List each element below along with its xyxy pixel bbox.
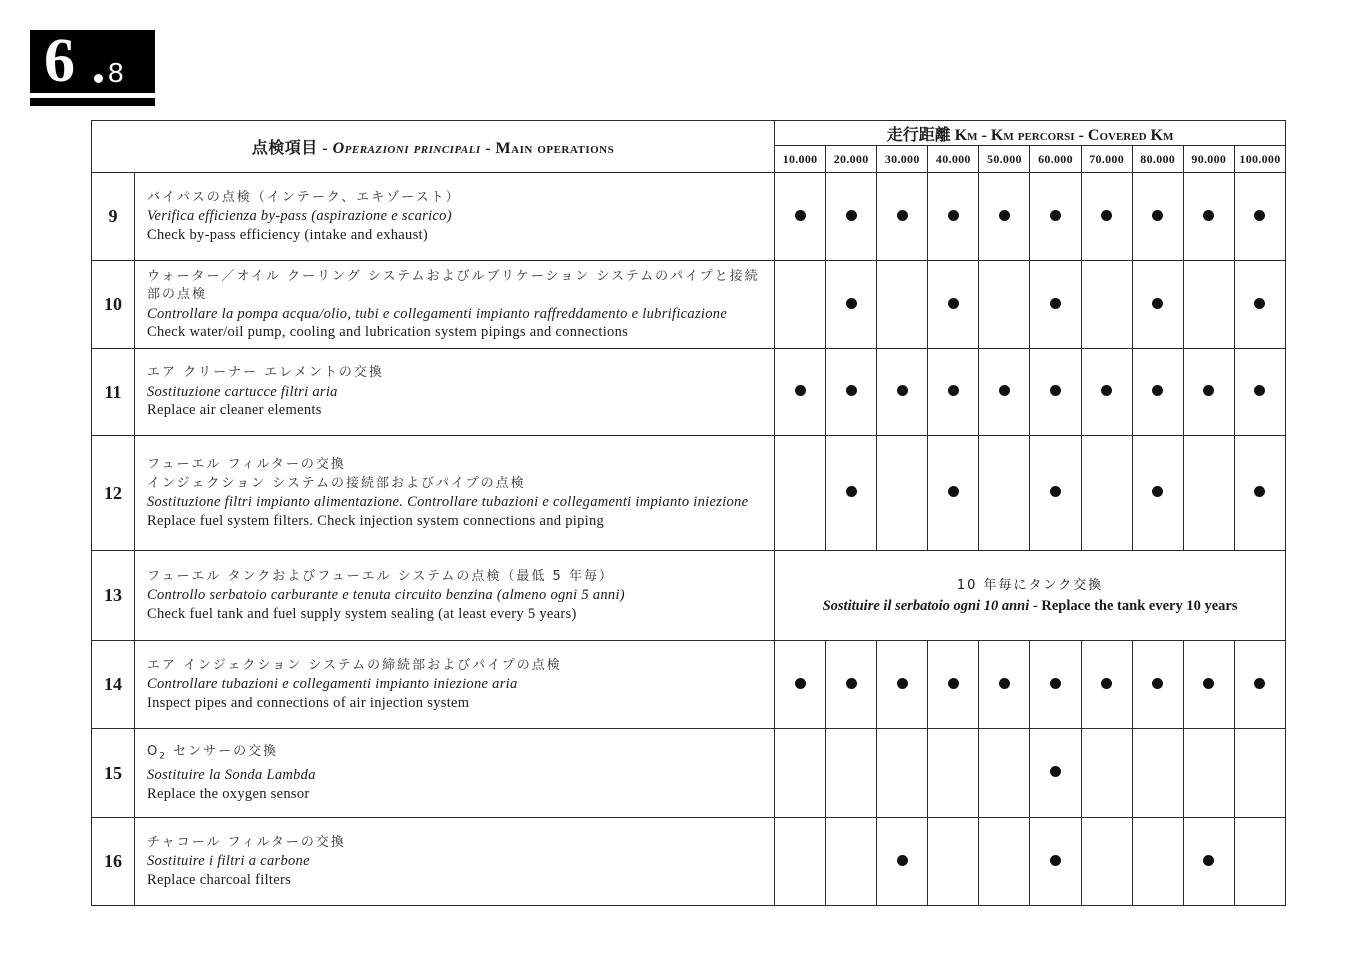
scheduled-dot-icon [1203, 210, 1214, 221]
schedule-cell [877, 729, 928, 818]
operation-description [135, 729, 775, 818]
operation-number: 16 [92, 818, 135, 906]
operation-desc-en: Replace charcoal filters [147, 871, 292, 888]
scheduled-dot-icon [999, 210, 1010, 221]
schedule-cell [775, 641, 826, 729]
operation-desc-jp: エア クリーナー エレメントの交換 [147, 365, 384, 381]
operation-desc-it: Controllare la pompa acqua/olio, tubi e collegamenti impianto raffreddamento e lubrificazione [147, 305, 728, 322]
schedule-cell [826, 349, 877, 436]
schedule-cell [877, 349, 928, 436]
schedule-cell [928, 818, 979, 906]
schedule-cell [1234, 818, 1285, 906]
schedule-cell [877, 173, 928, 261]
section-major-number: 6 [44, 27, 75, 95]
schedule-cell [877, 641, 928, 729]
scheduled-dot-icon [948, 298, 959, 309]
operation-description [135, 436, 775, 551]
km-column-header: 50.000 [979, 146, 1030, 173]
scheduled-dot-icon [1050, 486, 1061, 497]
km-column-header: 80.000 [1132, 146, 1183, 173]
schedule-cell [1183, 349, 1234, 436]
scheduled-dot-icon [1152, 486, 1163, 497]
operation-desc-it: Sostituire i filtri a carbone [147, 853, 310, 870]
operation-description [135, 349, 775, 436]
schedule-cell [775, 729, 826, 818]
schedule-cell [826, 261, 877, 349]
schedule-cell [979, 436, 1030, 551]
scheduled-dot-icon [897, 855, 908, 866]
schedule-cell [928, 436, 979, 551]
operation-description [135, 641, 775, 729]
header-km-en: Covered Km [1087, 126, 1174, 144]
schedule-cell [826, 173, 877, 261]
table-row [92, 551, 1286, 641]
table-row [92, 818, 1286, 906]
operation-number: 9 [92, 173, 135, 261]
section-dot [94, 74, 103, 83]
operation-desc-en: Replace the oxygen sensor [147, 785, 310, 802]
scheduled-dot-icon [1152, 385, 1163, 396]
schedule-cell [1183, 261, 1234, 349]
schedule-cell [826, 436, 877, 551]
scheduled-dot-icon [1254, 385, 1265, 396]
table-row [92, 173, 1286, 261]
scheduled-dot-icon [846, 385, 857, 396]
operation-description [135, 261, 775, 349]
schedule-cell [1081, 349, 1132, 436]
scheduled-dot-icon [1203, 855, 1214, 866]
operation-number: 15 [92, 729, 135, 818]
scheduled-dot-icon [897, 385, 908, 396]
km-column-header: 10.000 [775, 146, 826, 173]
schedule-cell [1030, 641, 1081, 729]
schedule-cell [1183, 173, 1234, 261]
tank-note-text: Sostituire il serbatoio ogni 10 anni - Replace the tank every 10 years [822, 597, 1238, 614]
scheduled-dot-icon [1050, 298, 1061, 309]
schedule-cell [1030, 349, 1081, 436]
scheduled-dot-icon [1050, 855, 1061, 866]
schedule-cell [877, 436, 928, 551]
scheduled-dot-icon [1152, 298, 1163, 309]
schedule-cell [1030, 261, 1081, 349]
scheduled-dot-icon [897, 210, 908, 221]
schedule-cell [979, 173, 1030, 261]
operation-desc-jp: バイパスの点検（インテーク、エキゾースト） [147, 189, 461, 205]
schedule-cell [1030, 173, 1081, 261]
km-column-header: 30.000 [877, 146, 928, 173]
schedule-cell [1234, 436, 1285, 551]
schedule-cell [979, 641, 1030, 729]
schedule-cell [928, 173, 979, 261]
schedule-cell [1081, 641, 1132, 729]
schedule-cell [1081, 818, 1132, 906]
scheduled-dot-icon [795, 678, 806, 689]
operation-desc-jp: フューエル タンクおよびフューエル システムの点検（最低 5 年毎） [147, 568, 614, 584]
operation-desc-jp-2: インジェクション システムの接続部およびパイプの点検 [147, 475, 526, 491]
scheduled-dot-icon [897, 678, 908, 689]
schedule-cell [1030, 436, 1081, 551]
schedule-cell [1030, 818, 1081, 906]
schedule-cell [979, 729, 1030, 818]
operation-number: 13 [92, 551, 135, 641]
operation-number: 14 [92, 641, 135, 729]
scheduled-dot-icon [948, 486, 959, 497]
km-column-header: 60.000 [1030, 146, 1081, 173]
scheduled-dot-icon [795, 210, 806, 221]
scheduled-dot-icon [1254, 210, 1265, 221]
schedule-cell [826, 818, 877, 906]
operation-desc-en: Check by-pass efficiency (intake and exhaust) [147, 226, 428, 243]
scheduled-dot-icon [1152, 210, 1163, 221]
scheduled-dot-icon [795, 385, 806, 396]
km-column-header: 20.000 [826, 146, 877, 173]
km-column-header: 70.000 [1081, 146, 1132, 173]
operation-description [135, 551, 775, 641]
operation-desc-it: Controllo serbatoio carburante e tenuta circuito benzina (almeno ogni 5 anni) [147, 587, 625, 604]
schedule-cell [979, 818, 1030, 906]
main-operations-header: 点検項目 - Operazioni principali - Main operations [92, 121, 775, 173]
table-row [92, 729, 1286, 818]
scheduled-dot-icon [846, 298, 857, 309]
operation-desc-jp: $O_2$ センサーの交換 [147, 743, 279, 762]
schedule-cell [928, 641, 979, 729]
section-rule [30, 98, 155, 106]
schedule-cell [826, 729, 877, 818]
operation-desc-it: Verifica efficienza by-pass (aspirazione e scarico) [147, 208, 452, 225]
scheduled-dot-icon [1101, 210, 1112, 221]
schedule-cell [1183, 818, 1234, 906]
operation-desc-jp: エア インジェクション システムの締続部およびパイプの点検 [147, 657, 562, 673]
schedule-cell [877, 818, 928, 906]
operation-desc-it: Sostituzione cartucce filtri aria [147, 383, 338, 400]
operation-number: 10 [92, 261, 135, 349]
schedule-cell [1234, 261, 1285, 349]
schedule-cell [775, 349, 826, 436]
operation-desc-en: Inspect pipes and connections of air injection system [147, 694, 470, 711]
maintenance-schedule-table [91, 120, 1286, 906]
km-column-header: 90.000 [1183, 146, 1234, 173]
operation-description [135, 173, 775, 261]
scheduled-dot-icon [1101, 385, 1112, 396]
tank-note-it: Sostituire il serbatoio ogni 10 anni [822, 597, 1030, 614]
schedule-cell [1081, 261, 1132, 349]
schedule-cell [877, 261, 928, 349]
tank-note-jp: 10 年毎にタンク交換 [956, 577, 1104, 593]
operation-number: 11 [92, 349, 135, 436]
schedule-cell [1081, 436, 1132, 551]
scheduled-dot-icon [846, 678, 857, 689]
scheduled-dot-icon [948, 210, 959, 221]
covered-km-header: 走行距離 Km - Km percorsi - Covered Km [775, 121, 1286, 146]
schedule-cell [928, 349, 979, 436]
scheduled-dot-icon [846, 210, 857, 221]
header-main-it: Operazioni principali [332, 140, 481, 157]
schedule-cell [1081, 729, 1132, 818]
operation-desc-en: Replace air cleaner elements [147, 402, 322, 419]
schedule-cell [1030, 729, 1081, 818]
schedule-cell [775, 173, 826, 261]
schedule-cell [1132, 729, 1183, 818]
scheduled-dot-icon [846, 486, 857, 497]
table-row [92, 349, 1286, 436]
scheduled-dot-icon [1203, 678, 1214, 689]
tank-note-en: Replace the tank every 10 years [1041, 597, 1238, 614]
schedule-cell [928, 261, 979, 349]
schedule-cell [1132, 349, 1183, 436]
scheduled-dot-icon [948, 385, 959, 396]
schedule-cell [826, 641, 877, 729]
scheduled-dot-icon [1050, 385, 1061, 396]
scheduled-dot-icon [1152, 678, 1163, 689]
schedule-cell [775, 818, 826, 906]
schedule-cell [1234, 173, 1285, 261]
scheduled-dot-icon [1254, 298, 1265, 309]
scheduled-dot-icon [1254, 678, 1265, 689]
scheduled-dot-icon [1101, 678, 1112, 689]
schedule-cell [979, 349, 1030, 436]
schedule-cell [1183, 436, 1234, 551]
schedule-cell [1132, 261, 1183, 349]
km-column-header: 40.000 [928, 146, 979, 173]
scheduled-dot-icon [1203, 385, 1214, 396]
table-row [92, 261, 1286, 349]
schedule-cell [1234, 641, 1285, 729]
scheduled-dot-icon [1050, 210, 1061, 221]
table-row [92, 641, 1286, 729]
schedule-cell [775, 436, 826, 551]
scheduled-dot-icon [1050, 678, 1061, 689]
operation-desc-en: Replace fuel system filters. Check injection system connections and piping [147, 512, 605, 529]
operation-desc-jp: ウォーター／オイル クーリング システムおよびルブリケーション システムのパイプと接続部の点検 [147, 268, 760, 302]
schedule-cell [1081, 173, 1132, 261]
schedule-cell [1132, 173, 1183, 261]
header-km-it: Km percorsi [990, 126, 1075, 144]
operation-number: 12 [92, 436, 135, 551]
operation-desc-jp: チャコール フィルターの交換 [147, 834, 346, 850]
operation-desc-it: Controllare tubazioni e collegamenti impianto iniezione aria [147, 676, 518, 693]
header-km-jp: 走行距離 [886, 126, 951, 144]
schedule-cell [1132, 641, 1183, 729]
schedule-cell [1132, 818, 1183, 906]
operation-desc-jp: フューエル フィルターの交換 [147, 457, 346, 472]
schedule-cell [1183, 641, 1234, 729]
km-column-header: 100.000 [1234, 146, 1285, 173]
header-main-en: Main operations [495, 140, 615, 157]
table-row [92, 436, 1286, 551]
schedule-cell [979, 261, 1030, 349]
schedule-cell [1234, 349, 1285, 436]
schedule-cell [1183, 729, 1234, 818]
operation-desc-it: Sostituire la Sonda Lambda [147, 767, 316, 784]
scheduled-dot-icon [999, 385, 1010, 396]
schedule-cell [928, 729, 979, 818]
operation-desc-en: Check water/oil pump, cooling and lubrication system pipings and connections [147, 324, 629, 340]
section-minor-number: 8 [108, 57, 124, 88]
tank-replacement-note [775, 551, 1286, 641]
section-badge [30, 27, 155, 95]
scheduled-dot-icon [1254, 486, 1265, 497]
schedule-cell [1132, 436, 1183, 551]
scheduled-dot-icon [999, 678, 1010, 689]
scheduled-dot-icon [948, 678, 959, 689]
schedule-cell [775, 261, 826, 349]
header-main-jp: 点検項目 [251, 140, 318, 157]
schedule-cell [1234, 729, 1285, 818]
operation-desc-en: Check fuel tank and fuel supply system sealing (at least every 5 years) [147, 605, 577, 622]
operation-description [135, 818, 775, 906]
operation-desc-it: Sostituzione filtri impianto alimentazione. Controllare tubazioni e collegamenti impianto iniezione [147, 494, 749, 510]
scheduled-dot-icon [1050, 766, 1061, 777]
